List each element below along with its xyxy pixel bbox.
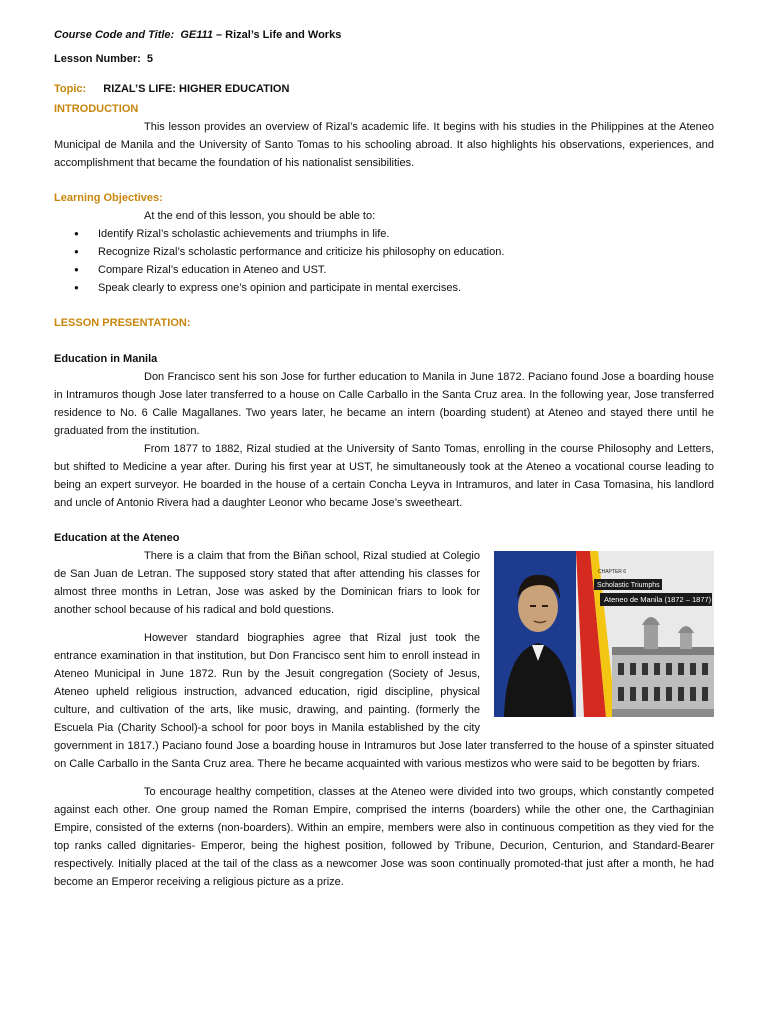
rizal-chapter-image: [494, 551, 714, 717]
chapter-caption: Ateneo de Manila (1872 – 1877): [604, 595, 712, 604]
lesson-line: [54, 50, 714, 68]
ateneo-paragraph-3: To encourage healthy competition, classes at the Ateneo were divided into two groups, which constantly competed against each other. One group named the Roman Empire, comprised the interns (boarders) while the other one, the Carthaginian Empire, consisted of the externs (non-boarders). Within an empire, members were also in continuous competition as they vied for the top ranks called dignitaries- Emperor, being the highest position, followed by Tribune, Decurion, Centurion, and Standard-Bearer respectively. Initially placed at the tail of the class as a newcomer Jose was soon continually promoted-that just after a month, he had become an Emperor receiving a religious picture as a prize.: [54, 786, 714, 888]
ateneo-paragraph-2: However standard biographies agree that Rizal just took the entrance examination in that institution, but Don Francisco sent him to enroll instead in Ateneo Municipal in June 1872. Run by the Jesuit congregation (Society of Jesus, Ateneo upheld religious instruction, advanced education, rigid discipline, physical culture, and cultivation of the arts, like music, drawing, and painting. (formerly the Escuela Pia (Charity School)-a school for poor boys in Manila established by the city government in 1817.) Paciano found Jose a boarding house in Intramuros but Jose later transferred to the house of a spinster situated on Calle Carballo in the Santa Cruz area. There he became acquainted with various mestizos who were said to be begotten by friars.: [54, 632, 714, 770]
lesson-number: 5: [146, 53, 154, 65]
course-label: Course Code and Title:: [54, 29, 175, 41]
lesson-presentation-heading: LESSON PRESENTATION:: [54, 317, 191, 329]
course-code: GE111: [180, 29, 213, 41]
list-item: ● Identify Rizal’s scholastic achievements and triumphs in life.: [54, 225, 714, 243]
list-item: ● Speak clearly to express one’s opinion and participate in mental exercises.: [54, 279, 714, 297]
lesson-label: Lesson Number:: [54, 53, 141, 65]
manila-paragraph-1: Don Francisco sent his son Jose for further education to Manila in June 1872. Paciano found Jose a boarding house in Intramuros though Jose later transferred to a house on Calle Carballo in the Santa Cruz area. In the following year, Jose transferred residence to No. 6 Calle Magallanes. Two years later, he became an intern (boarding student) at Ateneo and stayed there until he graduated from the institution.: [54, 371, 714, 437]
introduction-heading: INTRODUCTION: [54, 103, 139, 115]
topic-line: [54, 80, 714, 98]
ateneo-heading: Education at the Ateneo: [54, 532, 180, 544]
rizal-portrait-illustration: [494, 551, 714, 717]
chapter-subtitle: Scholastic Triumphs: [597, 582, 660, 589]
manila-paragraph-2: From 1877 to 1882, Rizal studied at the University of Santo Tomas, enrolling in the course Philosophy and Letters, but shifted to Medicine a year after. During his first year at UST, he simultaneously took at the Ateneo a vocational course leading to being an expert surveyor. He boarded in the house of a certain Concha Leyva in Intramuros, and later in Casa Tomasina, his landlord and uncle of Antonio Rivera had a daughter Leonor who became Jose’s sweetheart.: [54, 443, 714, 509]
manila-heading: Education in Manila: [54, 353, 158, 365]
ateneo-paragraph-1: There is a claim that from the Biñan school, Rizal studied at Colegio de San Juan de Letran. The supposed story stated that after attending his classes for almost three months in Letran, Jose was asked by the Dominican friars to look for another school because of his radical and bold questions.: [54, 550, 480, 616]
objectives-intro: At the end of this lesson, you should be able to:: [144, 210, 376, 222]
introduction-text: This lesson provides an overview of Rizal’s academic life. It begins with his studies in the Philippines at the Ateneo Municipal de Manila and the University of Santo Tomas to his schooling abroad. It also highlights his observations, experiences, and accomplishment that became the foundation of his nationalist sensibilities.: [54, 121, 714, 169]
topic-label: Topic:: [54, 83, 87, 95]
course-line: [54, 26, 714, 44]
chapter-label: CHAPTER 6: [598, 569, 627, 575]
objectives-heading: Learning Objectives:: [54, 192, 163, 204]
topic-value: RIZAL’S LIFE: HIGHER EDUCATION: [103, 83, 290, 95]
list-item: ● Recognize Rizal’s scholastic performance and criticize his philosophy on education.: [54, 243, 714, 261]
list-item: ● Compare Rizal’s education in Ateneo and UST.: [54, 261, 714, 279]
document-page: [54, 26, 714, 891]
objectives-list: [54, 225, 714, 297]
course-title: – Rizal’s Life and Works: [212, 29, 342, 41]
